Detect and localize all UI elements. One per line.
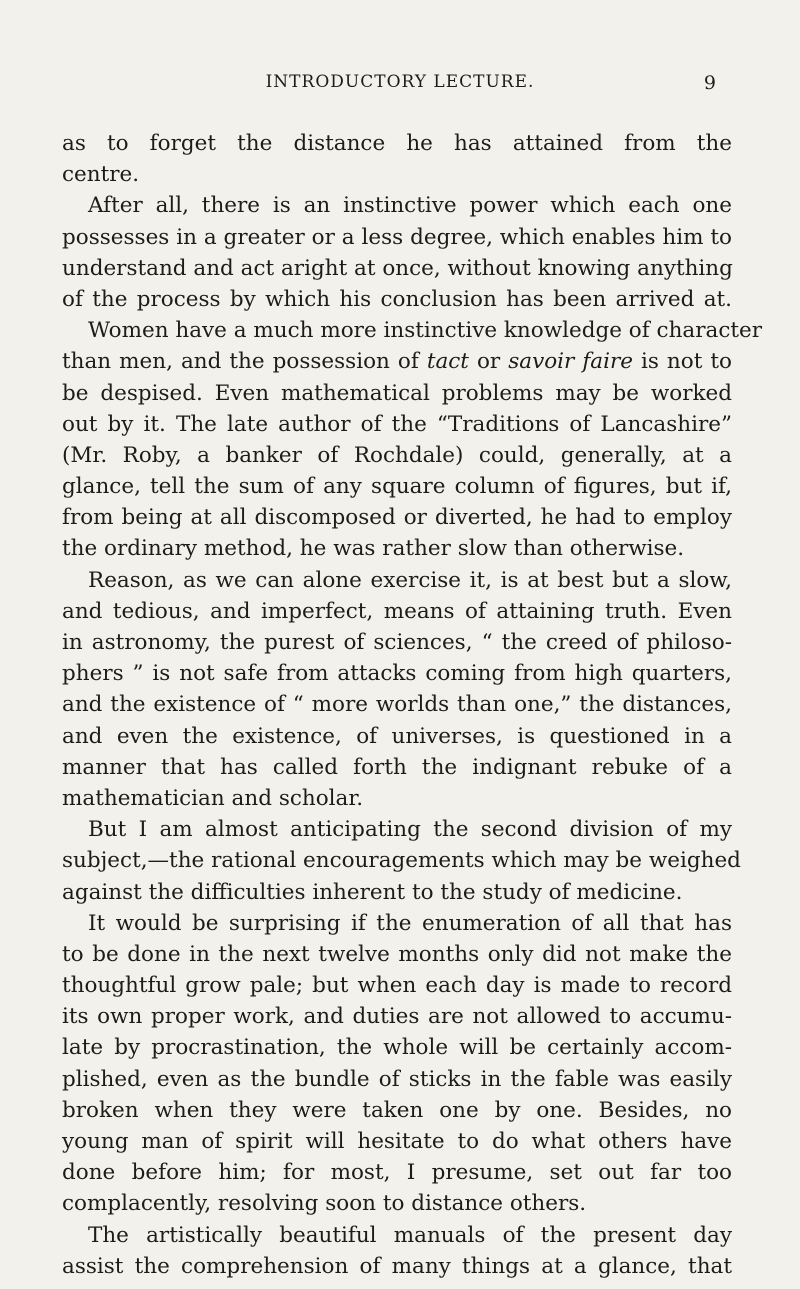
text-line: to be done in the next twelve months only did not make the [62,941,732,967]
text-line: possesses in a greater or a less degree, which enables him to [62,224,732,250]
text-line: and tedious, and imperfect, means of attaining truth. Even [62,598,732,624]
text-fragment: or [476,349,501,375]
text-line: from being at all discomposed or diverted, he had to employ [62,505,732,531]
text-line: and even the existence, of universes, is questioned in a [62,723,732,749]
text-line: mathematician and scholar. [62,785,364,811]
text-line: broken when they were taken one by one. Besides, no [62,1097,732,1123]
text-line: done before him; for most, I presume, set out far too [62,1160,732,1186]
text-line: assist the comprehension of many things at a glance, that [62,1253,732,1279]
text-line: and the existence of “ more worlds than one,” the distances, [62,692,732,718]
text-line: manner that has called forth the indignant rebuke of a [62,754,732,780]
text-line: Women have a much more instinctive knowledge of character [88,318,763,344]
text-line: It would be surprising if the enumeration of all that has [88,910,732,936]
text-line: in astronomy, the purest of sciences, “ the creed of philoso- [62,630,732,655]
italic-term: tact [426,349,469,375]
text-line: young man of spirit will hesitate to do what others have [62,1129,732,1154]
text-line: phers ” is not safe from attacks coming from high quarters, [62,661,732,687]
page-number: 9 [703,72,716,94]
text-line: Reason, as we can alone exercise it, is at best but a slow, [88,567,732,593]
text-line: thoughtful grow pale; but when each day is made to record [62,973,732,999]
text-fragment: is not to [641,349,732,375]
text-line: (Mr. Roby, a banker of Rochdale) could, generally, at a [62,442,732,468]
page-header [0,72,800,102]
running-title: INTRODUCTORY LECTURE. [265,72,535,92]
text-line: complacently, resolving soon to distance others. [62,1191,587,1217]
text-line [62,346,732,377]
text-fragment: than men, and the possession of [62,349,419,375]
text-line: After all, there is an instinctive power which each one [88,193,732,219]
text-line: glance, tell the sum of any square column of figures, but if, [62,474,732,500]
text-line: centre. [62,162,140,188]
text-line: of the process by which his conclusion has been arrived at. [62,286,732,312]
text-line: The artistically beautiful manuals of the present day [88,1222,732,1248]
italic-term: savoir faire [508,349,633,375]
text-line: late by procrastination, the whole will be certainly accom- [62,1035,732,1061]
text-line: be despised. Even mathematical problems may be worked [62,380,732,406]
text-line: as to forget the distance he has attained from the [62,131,732,156]
text-line: understand and act aright at once, without knowing anything [62,255,733,281]
body-text [62,128,763,1282]
text-line: the ordinary method, he was rather slow than otherwise. [62,536,685,562]
text-line: plished, even as the bundle of sticks in the fable was easily [62,1066,732,1092]
text-line: But I am almost anticipating the second division of my [88,817,732,843]
text-line: against the difficulties inherent to the study of medicine. [62,879,683,905]
text-line: subject,—the rational encouragements which may be weighed [62,848,741,874]
text-line: its own proper work, and duties are not allowed to accumu- [62,1004,732,1030]
text-line: out by it. The late author of the “Traditions of Lancashire” [62,411,732,437]
